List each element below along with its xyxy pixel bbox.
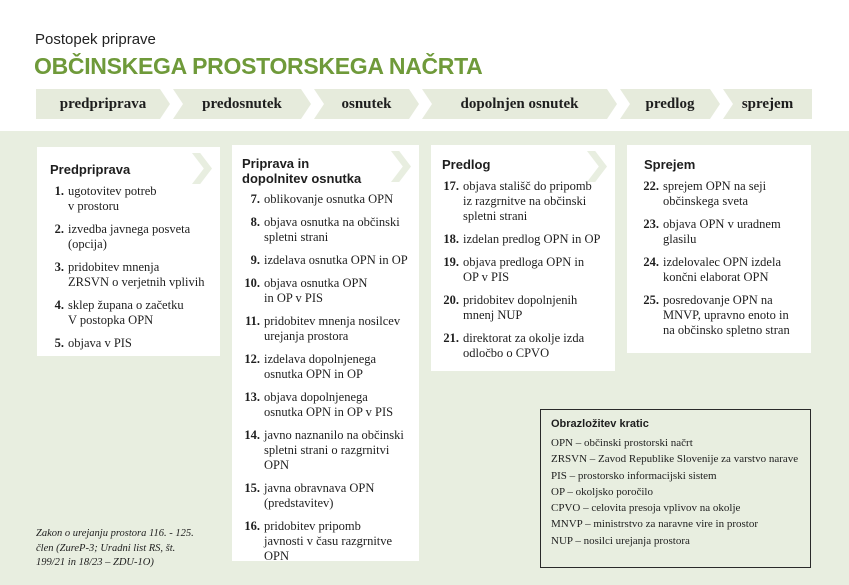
card-title: Predpriprava bbox=[50, 162, 131, 177]
step-number: 14. bbox=[244, 428, 260, 442]
step-predpriprava bbox=[36, 89, 170, 119]
step-text: izdelava osnutka OPN in OP bbox=[264, 253, 408, 267]
step-dopolnjen-osnutek bbox=[422, 89, 617, 119]
step-text: izvedba javnega posveta (opcija) bbox=[68, 222, 191, 251]
step-number: 16. bbox=[244, 519, 260, 533]
step-number: 18. bbox=[443, 232, 459, 246]
abbreviations-title: Obrazložitev kratic bbox=[551, 418, 649, 430]
list-item bbox=[437, 179, 615, 224]
list-item bbox=[437, 293, 615, 323]
step-text: objava osnutka na občinski spletni strani bbox=[264, 215, 400, 244]
law-reference-note: Zakon o urejanju prostora 116. - 125. člen (ZureP-3; Uradni list RS, št. 199/21 in 18/23 – ZDU-1O) bbox=[36, 528, 194, 568]
step-text: pridobitev mnenja ZRSVN o verjetnih vplivih bbox=[68, 260, 205, 289]
abbreviation-item: CPVO – celovita presoja vplivov na okolje bbox=[551, 502, 741, 515]
step-number: 17. bbox=[443, 179, 459, 193]
step-number: 1. bbox=[54, 184, 64, 198]
step-number: 11. bbox=[245, 314, 260, 328]
step-text: izdelan predlog OPN in OP bbox=[463, 232, 601, 246]
abbreviation-item: ZRSVN – Zavod Republike Slovenije za varstvo narave bbox=[551, 453, 799, 466]
step-text: sprejem OPN na seji občinskega sveta bbox=[663, 179, 767, 208]
chevron-right-icon bbox=[192, 153, 212, 184]
chevron-right-icon bbox=[391, 151, 411, 182]
step-number: 25. bbox=[643, 293, 659, 307]
abbreviation-item: MNVP – ministrstvo za naravne vire in prostor bbox=[551, 518, 759, 531]
abbreviation-item: NUP – nosilci urejanja prostora bbox=[551, 534, 690, 547]
step-number: 13. bbox=[244, 390, 260, 404]
card-priprava-in-dopolnitev bbox=[232, 145, 419, 561]
step-text: objava stališč do pripomb iz razgrnitve na občinski spletni strani bbox=[463, 179, 592, 223]
step-text: ugotovitev potreb v prostoru bbox=[68, 184, 157, 213]
list-item bbox=[238, 215, 418, 245]
diagram-title: OBČINSKEGA PROSTORSKEGA NAČRTA bbox=[34, 53, 483, 79]
step-text: oblikovanje osnutka OPN bbox=[264, 192, 394, 206]
step-label: osnutek bbox=[341, 95, 392, 112]
card-predpriprava bbox=[37, 147, 220, 356]
step-text: izdelovalec OPN izdela končni elaborat OPN bbox=[663, 255, 782, 284]
list-item bbox=[238, 352, 418, 382]
diagram-subtitle: Postopek priprave bbox=[35, 31, 156, 48]
abbreviation-item: PIS – prostorsko informacijski sistem bbox=[551, 469, 717, 482]
step-text: izdelava dopolnjenega osnutka OPN in OP bbox=[264, 352, 377, 381]
step-number: 10. bbox=[244, 276, 260, 290]
step-number: 12. bbox=[244, 352, 260, 366]
list-item bbox=[238, 428, 418, 473]
step-osnutek bbox=[314, 89, 419, 119]
card-step-list bbox=[49, 184, 217, 359]
step-label: predosnutek bbox=[202, 95, 282, 112]
step-number: 8. bbox=[250, 215, 260, 229]
step-predlog bbox=[620, 89, 720, 119]
step-number: 5. bbox=[54, 336, 64, 350]
step-label: dopolnjen osnutek bbox=[460, 95, 579, 112]
list-item bbox=[437, 331, 615, 361]
abbreviation-item: OPN – občinski prostorski načrt bbox=[551, 437, 693, 449]
chevron-right-icon bbox=[587, 151, 607, 182]
card-title: Priprava in dopolnitev osnutka bbox=[242, 156, 362, 186]
step-label: sprejem bbox=[741, 95, 794, 112]
card-step-list bbox=[238, 192, 418, 572]
step-label: predpriprava bbox=[59, 95, 147, 112]
list-item bbox=[49, 222, 217, 252]
step-label: predlog bbox=[645, 95, 695, 112]
step-number: 3. bbox=[54, 260, 64, 274]
list-item bbox=[637, 217, 811, 247]
step-number: 22. bbox=[643, 179, 659, 193]
step-text: posredovanje OPN na MNVP, upravno enoto in na občinsko spletno stran bbox=[663, 293, 790, 337]
list-item bbox=[238, 481, 418, 511]
list-item bbox=[238, 314, 418, 344]
card-title: Sprejem bbox=[644, 157, 696, 172]
list-item bbox=[238, 253, 418, 268]
card-sprejem bbox=[627, 145, 811, 353]
step-sprejem bbox=[723, 89, 812, 119]
step-text: objava dopolnjenega osnutka OPN in OP v PIS bbox=[264, 390, 394, 419]
step-number: 19. bbox=[443, 255, 459, 269]
step-text: direktorat za okolje izda odločbo o CPVO bbox=[463, 331, 585, 360]
list-item bbox=[238, 192, 418, 207]
abbreviations-legend bbox=[540, 409, 811, 568]
abbreviation-item: OP – okoljsko poročilo bbox=[551, 485, 653, 498]
step-number: 4. bbox=[54, 298, 64, 312]
step-text: javna obravnava OPN (predstavitev) bbox=[264, 481, 375, 510]
list-item bbox=[49, 184, 217, 214]
step-number: 2. bbox=[54, 222, 64, 236]
list-item bbox=[49, 260, 217, 290]
step-text: objava OPN v uradnem glasilu bbox=[663, 217, 781, 246]
step-text: objava osnutka OPN in OP v PIS bbox=[264, 276, 368, 305]
step-text: objava predloga OPN in OP v PIS bbox=[463, 255, 585, 284]
card-step-list bbox=[637, 179, 811, 346]
step-number: 9. bbox=[250, 253, 260, 267]
list-item bbox=[49, 298, 217, 328]
step-number: 21. bbox=[443, 331, 459, 345]
step-number: 7. bbox=[250, 192, 260, 206]
step-text: pridobitev mnenja nosilcev urejanja prostora bbox=[264, 314, 401, 343]
list-item bbox=[238, 276, 418, 306]
list-item bbox=[49, 336, 217, 351]
list-item bbox=[637, 255, 811, 285]
list-item bbox=[437, 232, 615, 247]
card-step-list bbox=[437, 179, 615, 369]
step-text: objava v PIS bbox=[68, 336, 132, 350]
step-number: 20. bbox=[443, 293, 459, 307]
list-item bbox=[437, 255, 615, 285]
card-predlog bbox=[431, 145, 615, 371]
step-number: 15. bbox=[244, 481, 260, 495]
step-text: sklep župana o začetku V postopka OPN bbox=[68, 298, 184, 327]
step-number: 24. bbox=[643, 255, 659, 269]
list-item bbox=[238, 519, 418, 564]
step-text: pridobitev dopolnjenih mnenj NUP bbox=[463, 293, 578, 322]
list-item bbox=[637, 179, 811, 209]
step-text: pridobitev pripomb javnosti v času razgrnitve OPN bbox=[264, 519, 393, 563]
list-item bbox=[637, 293, 811, 338]
process-step-bar bbox=[36, 89, 812, 119]
card-title: Predlog bbox=[442, 157, 491, 172]
list-item bbox=[238, 390, 418, 420]
step-predosnutek bbox=[173, 89, 311, 119]
step-text: javno naznanilo na občinski spletni strani o razgrnitvi OPN bbox=[264, 428, 404, 472]
step-number: 23. bbox=[643, 217, 659, 231]
